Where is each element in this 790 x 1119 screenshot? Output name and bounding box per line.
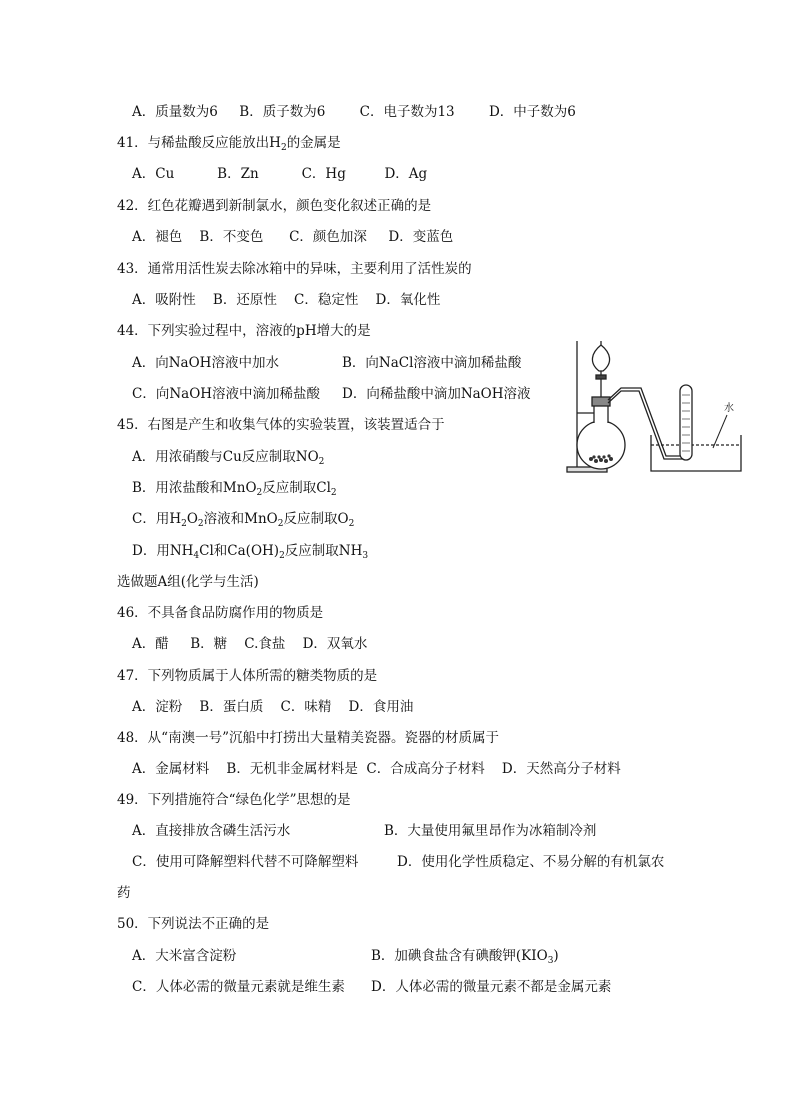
q45-c-text: C．用H	[132, 511, 182, 527]
q44-question: 44．下列实验过程中，溶液的pH增大的是	[117, 323, 371, 339]
q42-question: 42．红色花瓣遇到新制氯水，颜色变化叙述正确的是	[117, 198, 432, 214]
q50-option-b	[371, 947, 559, 967]
separatory-funnel	[592, 345, 609, 371]
q45-b-sub: 2	[330, 488, 337, 498]
q47-question: 47．下列物质属于人体所需的糖类物质的是	[117, 668, 378, 684]
q44-option-d: D．向稀盐酸中滴加NaOH溶液	[342, 386, 531, 402]
q48-options: A．金属材料 B．无机非金属材料是 C．合成高分子材料 D．天然高分子材料	[132, 761, 621, 777]
q45-d-sub: 4	[193, 551, 200, 561]
q50-question: 50．下列说法不正确的是	[117, 916, 270, 932]
q45-c-sub: 2	[277, 519, 284, 529]
q50-b-text: )	[553, 948, 559, 964]
label-pointer	[713, 415, 727, 448]
q49-option-d-cont: 药	[117, 885, 131, 901]
q47-options: A．淀粉 B．蛋白质 C．味精 D．食用油	[132, 699, 414, 715]
q41-text-end: 的金属是	[286, 135, 341, 151]
q44-option-a: A．向NaOH溶液中加水	[132, 355, 279, 371]
q49-option-d: D．使用化学性质稳定、不易分解的有机氯农	[397, 854, 665, 870]
q45-c-sub: 2	[181, 519, 187, 529]
q45-b-sub: 2	[256, 488, 263, 498]
q50-b-text: B．加碘食盐含有碘酸钾(KIO	[371, 948, 548, 964]
q45-option-c	[132, 510, 354, 530]
q45-b-text: 反应制取Cl	[262, 480, 331, 496]
section-heading-a: 选做题A组(化学与生活)	[117, 574, 259, 590]
q41-options: A．Cu B．Zn C．Hg D．Ag	[132, 166, 428, 182]
q45-c-sub: 2	[197, 519, 204, 529]
q49-option-c: C．使用可降解塑料代替不可降解塑料	[132, 854, 359, 870]
q48-question: 48．从“南澳一号”沉船中打捞出大量精美瓷器。瓷器的材质属于	[117, 730, 499, 746]
q44-option-c: C．向NaOH溶液中滴加稀盐酸	[132, 386, 321, 402]
gas-apparatus-figure	[563, 333, 753, 475]
q41-subscript: 2	[280, 143, 287, 153]
q49-option-b: B．大量使用氟里昂作为冰箱制冷剂	[384, 823, 597, 839]
q45-a-sub: 2	[318, 457, 325, 467]
q45-option-a	[132, 448, 324, 468]
q43-options: A．吸附性 B．还原性 C．稳定性 D．氧化性	[132, 292, 441, 308]
q50-b-sub: 3	[547, 956, 554, 966]
q45-d-sub: 3	[362, 551, 369, 561]
q42-options: A．褪色 B．不变色 C．颜色加深 D．变蓝色	[132, 229, 454, 245]
q40-options: A．质量数为6 B．质子数为6 C．电子数为13 D．中子数为6	[132, 104, 576, 120]
water-label: 水	[724, 403, 734, 414]
q41-text: 41．与稀盐酸反应能放出H	[117, 135, 281, 151]
q45-question: 45．右图是产生和收集气体的实验装置，该装置适合于	[117, 417, 445, 433]
q45-b-text: B．用浓盐酸和MnO	[132, 480, 257, 496]
q45-c-text: O	[186, 511, 198, 527]
q49-question: 49．下列措施符合“绿色化学”思想的是	[117, 792, 351, 808]
q45-c-text: 溶液和MnO	[203, 511, 278, 527]
q43-question: 43．通常用活性炭去除冰箱中的异味，主要利用了活性炭的	[117, 261, 472, 277]
q46-question: 46．不具备食品防腐作用的物质是	[117, 605, 324, 621]
q45-c-text: 反应制取O	[283, 511, 349, 527]
q46-options: A．醋 B．糖 C.食盐 D．双氧水	[132, 636, 368, 652]
q50-option-d: D．人体必需的微量元素不都是金属元素	[371, 979, 612, 995]
q50-option-c: C．人体必需的微量元素就是维生素	[132, 979, 345, 995]
q45-d-text: 反应制取NH	[284, 543, 363, 559]
q45-d-text: D．用NH	[132, 543, 194, 559]
stopper	[592, 397, 610, 406]
q45-c-sub: 2	[348, 519, 355, 529]
q45-a-text: A．用浓硝酸与Cu反应制取NO	[132, 449, 319, 465]
collection-tube	[680, 385, 692, 460]
q49-option-a: A．直接排放含磷生活污水	[132, 823, 291, 839]
q45-option-d	[132, 542, 368, 562]
q45-d-text: Cl和Ca(OH)	[199, 543, 280, 559]
q50-option-a: A．大米富含淀粉	[132, 948, 237, 964]
q45-d-sub: 2	[279, 551, 285, 561]
q44-option-b: B．向NaCl溶液中滴加稀盐酸	[342, 355, 522, 371]
q45-option-b	[132, 479, 337, 499]
q41-question	[117, 134, 341, 154]
